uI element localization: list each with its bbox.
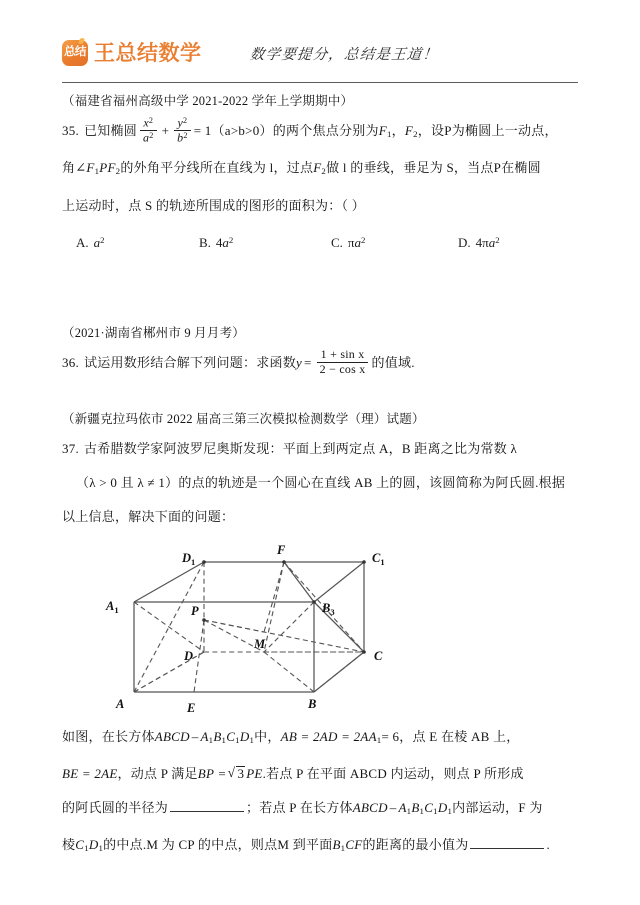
vertex-F xyxy=(282,560,286,564)
label-C: C xyxy=(374,648,383,663)
segment-M-B xyxy=(264,652,314,692)
vertex-C1 xyxy=(362,560,366,564)
problem-35-line-2 xyxy=(62,151,578,188)
angle-prefix: 角∠ xyxy=(62,160,87,176)
problem-37-text-7a: 棱 xyxy=(62,837,76,853)
problem-37-text-7d: . xyxy=(546,837,550,853)
section-gap-1 xyxy=(62,260,578,324)
edge-C1D1: $C_1D_1$ xyxy=(75,837,104,854)
choice-c-prefix: π xyxy=(347,234,355,250)
equation-rhs: = 1 xyxy=(193,123,212,139)
problem-37-text-5a: ，动点 P 满足 xyxy=(117,765,198,781)
problem-37 xyxy=(62,410,578,866)
frac-denominator: 2 − cos x xyxy=(317,362,369,377)
problem-36-line-1 xyxy=(62,346,578,380)
problem-35 xyxy=(62,92,578,260)
choice-c-key: C. xyxy=(331,234,343,250)
label-A: A xyxy=(116,696,125,711)
segment-F-B1 xyxy=(284,562,314,602)
problem-35-choices xyxy=(62,223,578,260)
problem-37-text-4c: ，点 E 在棱 AB 上， xyxy=(399,728,520,744)
choice-a[interactable] xyxy=(76,223,199,260)
vertex-C xyxy=(362,650,366,654)
focus-f2: $F_2$ xyxy=(404,123,418,140)
be-equation: BE = 2AE xyxy=(62,765,118,781)
vertex-B1 xyxy=(312,600,316,604)
problem-36-number: 36. xyxy=(62,354,79,370)
label-F: F xyxy=(277,542,286,557)
fraction-x2-a2 xyxy=(140,116,157,146)
problem-35-text-d: 的外角平分线所在直线为 l，过点 xyxy=(120,160,314,176)
problem-37-line-1 xyxy=(62,432,578,466)
problem-37-text-6b: ；若点 P 在长方体 xyxy=(246,799,353,815)
cuboid-name-2: ABCD xyxy=(352,799,388,815)
fraction-trig xyxy=(317,348,369,376)
equals-operator: = xyxy=(304,354,312,370)
choice-d-key: D. xyxy=(458,234,471,250)
segment-F-M xyxy=(264,562,284,652)
frac-numerator: $y^2$ xyxy=(177,115,188,130)
bp-equation-rhs: PE xyxy=(246,765,263,781)
sqrt-radicand: 3 xyxy=(237,765,245,781)
problem-37-text-1: 古希腊数学家阿波罗尼奥斯发现：平面上到两定点 A，B 距离之比为常数 λ xyxy=(84,440,518,456)
problem-37-text-4a: 如图，在长方体 xyxy=(62,728,155,744)
problem-37-number: 37. xyxy=(62,440,79,456)
segment-B1-M xyxy=(264,602,314,652)
problem-35-text-c: ，设P为椭圆上一动点， xyxy=(417,123,558,139)
sqrt-3 xyxy=(227,757,245,791)
problem-36-text-a: 试运用数形结合解下列问题：求函数 xyxy=(84,354,297,370)
function-y: y xyxy=(296,354,303,370)
label-E: E xyxy=(187,700,196,715)
problem-37-text-7c: 的距离的最小值为 xyxy=(362,837,469,853)
choice-c-value: $a^2$ xyxy=(354,234,366,250)
problem-35-text-a: 已知椭圆 xyxy=(84,123,138,139)
label-A1: $A_1$ xyxy=(106,598,119,615)
plane-B1CF: $B_1CF$ xyxy=(332,837,363,854)
segment-F-interior xyxy=(264,562,284,632)
choice-c[interactable] xyxy=(331,223,458,260)
frac-denominator: $a^2$ xyxy=(140,130,157,145)
angle-f1-p-f2: $F_1PF_2$ xyxy=(86,160,121,177)
vertex-P xyxy=(202,618,206,622)
label-D1: $D_1$ xyxy=(182,550,196,567)
cuboid-diagram xyxy=(76,540,416,718)
choice-d-prefix: 4π xyxy=(475,234,489,250)
choice-b-prefix: 4 xyxy=(215,234,223,250)
cuboid-name-sub-2: $A_1B_1C_1D_1$ xyxy=(398,799,453,817)
ellipse-condition: （a>b>0） xyxy=(211,123,273,139)
logo-badge-text: 总结 xyxy=(64,46,86,59)
focus-f2-ref: $F_2$ xyxy=(313,160,327,177)
problem-35-line-1: 35. 已知椭圆 $\frac{x^2}{a^2}$ + $\frac{y^2}{b^2}$ = 1（a>b>0）的两个焦点分别为$F_1$，$F_2$，设P为椭圆上一动点， xyxy=(62,115,558,146)
problem-37-line-6 xyxy=(62,791,578,828)
problem-37-text-4b: 中， xyxy=(254,728,281,744)
brand-logo xyxy=(62,40,202,66)
problem-37-source: （新疆克拉玛依市 2022 届高三第三次模拟检测数学（理）试题） xyxy=(62,411,425,426)
answer-blank-1[interactable] xyxy=(170,799,244,812)
frac-denominator: $b^2$ xyxy=(174,130,191,145)
label-P: P xyxy=(191,603,199,618)
problem-37-text-7b: 的中点.M 为 CP 的中点，则点M 到平面 xyxy=(103,837,333,853)
problem-35-number: 35. xyxy=(62,123,79,139)
fraction-y2-b2 xyxy=(174,116,191,146)
logo-badge xyxy=(62,40,88,66)
segment-A-D xyxy=(134,652,204,692)
bp-equation-lhs: BP = xyxy=(197,765,227,781)
problem-37-line-4 xyxy=(62,720,578,757)
dash-operator: – xyxy=(191,728,199,744)
problem-36-source: （2021·湖南省郴州市 9 月月考） xyxy=(62,325,245,340)
brand-tagline: 数学要提分，总结是王道！ xyxy=(248,46,439,63)
problem-37-line-3: 以上信息，解决下面的问题： xyxy=(62,508,235,524)
problem-36 xyxy=(62,324,578,380)
frac-numerator: $x^2$ xyxy=(143,115,154,130)
choice-b-key: B. xyxy=(199,234,211,250)
choice-d[interactable] xyxy=(458,223,500,260)
answer-blank-2[interactable] xyxy=(470,836,544,849)
brand-name: 王总结数学 xyxy=(94,41,202,65)
choice-d-value: $a^2$ xyxy=(488,234,500,250)
plus-operator: + xyxy=(161,123,170,139)
segment-P-E xyxy=(194,620,204,692)
problem-35-source: （福建省福州高级中学 2021-2022 学年上学期期中） xyxy=(62,94,354,108)
choice-a-value: $a^2$ xyxy=(93,234,105,250)
problem-35-text-b: 的两个焦点分别为 xyxy=(272,123,379,139)
label-D: D xyxy=(184,648,194,663)
edge-equation: AB = $2AD = 2AA_1$ xyxy=(280,728,382,745)
label-B: B xyxy=(308,696,317,711)
choice-b-value: $a^2$ xyxy=(222,234,234,250)
section-gap-2 xyxy=(62,380,578,410)
problem-37-text-6a: 的阿氏圆的半径为 xyxy=(62,799,169,815)
problem-37-text-5b: .若点 P 在平面 ABCD 内运动，则点 P 所形成 xyxy=(262,765,524,781)
cuboid-name-sub: $A_1B_1C_1D_1$ xyxy=(200,728,255,745)
problem-37-line-2: （λ > 0 且 λ ≠ 1）的点的轨迹是一个圆心在直线 AB 上的圆，该圆简称为阿氏圆.根据 xyxy=(76,474,566,490)
choice-a-key: A. xyxy=(76,234,89,250)
edge-D1-A1 xyxy=(134,562,204,602)
label-B1: $B_3$ xyxy=(322,600,335,617)
vertex-D1 xyxy=(202,560,206,564)
document-content xyxy=(62,83,578,865)
problem-35-text-e: 做 l 的垂线，垂足为 S，当点P在椭圆 xyxy=(326,160,541,176)
problem-36-text-b: 的值域. xyxy=(371,354,415,370)
edge-C1-B1 xyxy=(314,562,364,602)
focus-f1: $F_1$ xyxy=(378,123,392,140)
cuboid-name: ABCD xyxy=(154,728,190,744)
page-header xyxy=(62,0,578,76)
label-M: M xyxy=(254,636,266,651)
choice-b[interactable] xyxy=(199,223,331,260)
edge-value: = 6 xyxy=(381,728,400,744)
problem-37-line-7 xyxy=(62,828,578,865)
problem-37-line-5 xyxy=(62,757,578,791)
problem-37-text-6c: 内部运动，F 为 xyxy=(452,799,543,815)
flame-icon xyxy=(78,38,84,45)
problem-35-line-3: 上运动时，点 S 的轨迹所围成的图形的面积为：（ ） xyxy=(62,197,365,213)
dash-operator-2: – xyxy=(389,799,397,815)
frac-numerator: 1 + sin x xyxy=(320,347,365,362)
label-C1: $C_1$ xyxy=(372,550,385,567)
figure-container xyxy=(62,540,578,718)
